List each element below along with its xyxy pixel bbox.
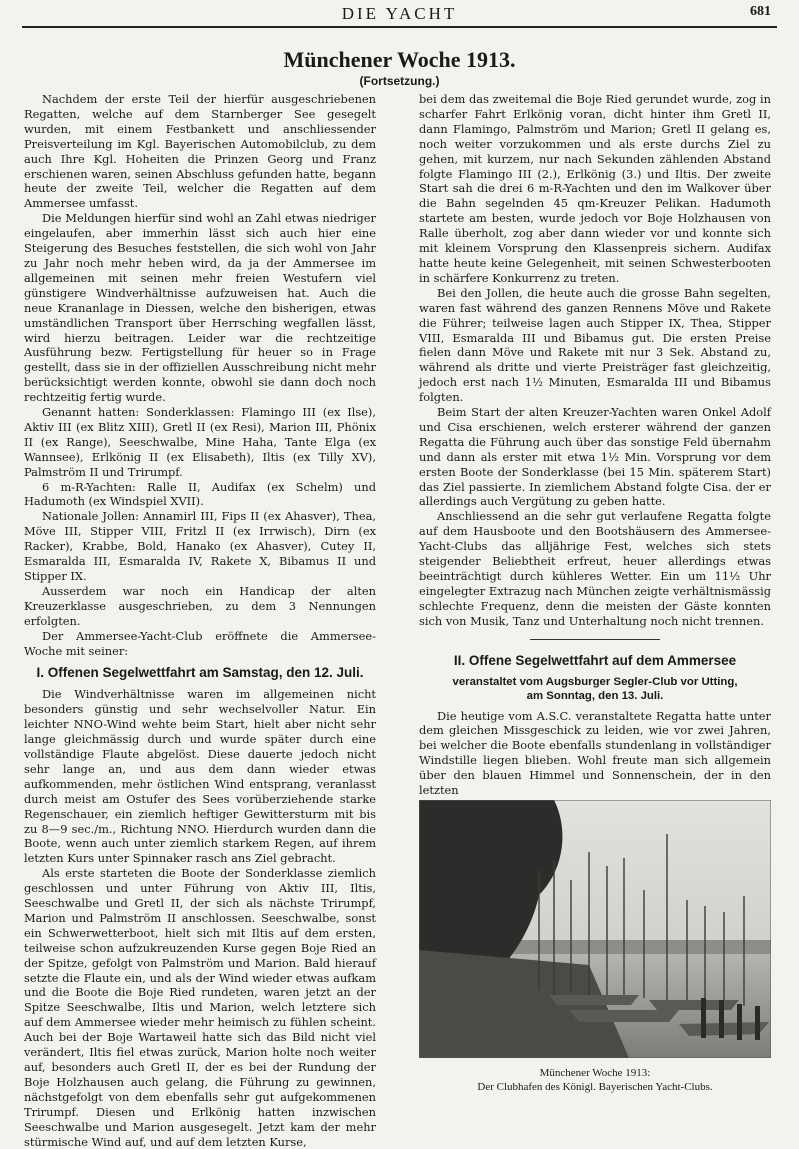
section-subheading-line: am Sonntag, den 13. Juli.	[526, 689, 664, 702]
masthead	[0, 4, 799, 26]
section-subheading-line: veranstaltet vom Augsburger Segler-Club vor Utting,	[452, 675, 738, 688]
paragraph: Nachdem der erste Teil der hierfür ausgeschriebenen Regatten, welche auf dem Starnberger See gesegelt wurden, mit einem Festbankett und anschliessender Preisverteilung im Kgl. Bayerischen Automobilclub, zu dem auch Ihre Kgl. Hoheiten die Prinzen Georg und Franz erschienen waren, seinen Abschluss gefunden hatte, begann heute der zweite Teil, welcher die Regatten auf dem Ammersee umfasst.	[24, 92, 376, 211]
caption-line: Der Clubhafen des Königl. Bayerischen Yacht-Clubs.	[477, 1081, 713, 1093]
paragraph: 6 m-R-Yachten: Ralle II, Audifax (ex Schelm) und Hadumoth (ex Windspiel XVII).	[24, 479, 376, 509]
paragraph: Anschliessend an die sehr gut verlaufene Regatta folgte auf dem Hausboote und den Bootshäusern des Ammersee-Yacht-Clubs das alljährige Fest, welches sich stets steigender Beliebtheit erfreut, heuer allerdings etwas beeinträchtigt durch kühleres Wetter. Ein um 11½ Uhr eingelegter Extrazug nach München zeigte verhältnismässig schlechte Frequenz, denn die meisten der Gäste konnten sich von Musik, Tanz und Unterhaltung noch nicht trennen.	[419, 509, 771, 628]
right-column	[419, 92, 771, 798]
article-title: Münchener Woche 1913.	[283, 47, 516, 72]
paragraph: Die heutige vom A.S.C. veranstaltete Regatta hatte unter dem gleichen Missgeschick zu leiden, wie vor zwei Jahren, bei welcher die Boote ebenfalls stundenlang in vollständiger Windstille liegen blieben. Wohl freute man sich allgemein über den blauen Himmel und Sonnenschein, der in den letzten	[419, 708, 771, 798]
caption-line: Münchener Woche 1913:	[539, 1067, 651, 1079]
paragraph: Als erste starteten die Boote der Sonderklasse ziemlich geschlossen und unter Führung von Aktiv III, Iltis, Seeschwalbe und Gretl II, der sich als nächste Trirumpf, Marion und Palmström II anschlossen. Seeschwalbe, sonst ein Schwerwetterboot, hielt sich mit Iltis auf dem ersten, teilweise schon aufzukreuzenden Kurse gegen Boje Ried an der Spitze, gefolgt von Palmström und Marion. Bald hierauf setzte die Flaute ein, und als der Wind wieder etwas aufkam und die Boote die Boje Ried rundeten, waren jetzt an der Spitze Seeschwalbe, Iltis und Marion, welch letztere sich auf dem Ammersee wieder mehr heimisch zu fühlen scheint. Auch bei der Boje Wartaweil hatte sich das Bild nicht viel verändert, Iltis fiel etwas zurück, Marion holte noch weiter auf, besonders auch Gretl II, der es bei der Rundung der Boje Holzhausen auch gelang, die Führung zu gewinnen, nächstgefolgt von dem ebenfalls sehr gut aufgekommenen Trirumpf. Diesen und Erlkönig hatten inzwischen Seeschwalbe und Marion ausgesegelt. Jetzt kam der mehr stürmische Wind auf, und auf dem letzten Kurse,	[24, 866, 376, 1149]
article-subtitle: (Fortsetzung.)	[359, 74, 440, 88]
photo-caption	[419, 1066, 771, 1094]
section-subheading	[419, 675, 771, 703]
paragraph: bei dem das zweitemal die Boje Ried gerundet wurde, zog in scharfer Fahrt Erlkönig voran, dicht hinter ihm Gretl II, dann Flamingo, Palmström und Marion; Gretl II gelang es, noch weiter vorzukommen und als erste durchs Ziel zu gehen, mit kurzem, nur nach Sekunden zählenden Abstand folgte Flamingo III (2.), Erlkönig (3.) und Iltis. Der zweite Start sah die drei 6 m-R-Yachten und den im Walkover über die Bahn segelnden 45 qm-Kreuzer Pelikan. Hadumoth startete am besten, wurde jedoch vor Boje Holzhausen von Ralle überholt, zog aber dann wieder vor und konnte sich mit kleinem Vorsprung den Klassenpreis sichern. Audifax hatte heute keine Gelegenheit, mit seinen Schwesterbooten in schärfere Konkurrenz zu treten.	[419, 92, 771, 285]
running-title: DIE YACHT	[341, 4, 458, 23]
paragraph: Der Ammersee-Yacht-Club eröffnete die Ammersee-Woche mit seiner:	[24, 628, 376, 658]
paragraph: Genannt hatten: Sonderklassen: Flamingo III (ex Ilse), Aktiv III (ex Blitz XIII), Gretl II (ex Resi), Marion III, Phönix II (ex Range), Seeschwalbe, Mine Haha, Tante Elga (ex Wannsee), Erlkönig II (ex Elisabeth), Iltis (ex Tilly XV), Palmström II und Trirumpf.	[24, 405, 376, 479]
harbor-photo-illustration	[419, 800, 771, 1058]
paragraph: Beim Start der alten Kreuzer-Yachten waren Onkel Adolf und Cisa erschienen, welch ersterer während der ganzen Regatta die Führung auch über das sonstige Feld übernahm und dann als erster mit etwa 1½ Min. Vorsprung vor dem ersten Boote der Sonderklasse (bei 15 Min. späterem Start) das Ziel passierte. In ziemlichem Abstand folgte Cisa. der er allerdings auch Vergütung zu geben hatte.	[419, 405, 771, 509]
page-number: 681	[750, 4, 771, 19]
paragraph: Die Windverhältnisse waren im allgemeinen nicht besonders günstig und sehr wechselvoller Natur. Ein leichter NNO-Wind wehte beim Start, hielt aber nicht sehr lange gleichmässig durch und wurde später durch eine vollständige Flaute abgelöst. Diese dauerte jedoch nicht sehr lange an, und aus dem dann wieder etwas aufkommenden, mehr östlichen Wind entsprang, veranlasst durch meist am Ostufer des Sees vorüberziehende starke Regenschauer, ein ziemlich heftiger Gewittersturm mit bis zu 8—9 sec./m., Richtung NNO. Hierdurch wurden dann die Boote, wenn auch unter ziemlich starkem Regen, auf ihrem letzten Kurs unter Spinnaker rasch ans Ziel gebracht.	[24, 687, 376, 866]
left-column	[24, 92, 376, 1149]
section-heading: I. Offenen Segelwettfahrt am Samstag, den 12. Juli.	[36, 665, 364, 681]
harbor-photo	[419, 800, 771, 1058]
paragraph: Ausserdem war noch ein Handicap der alten Kreuzerklasse ausgeschrieben, zu dem 3 Nennungen erfolgten.	[24, 583, 376, 628]
paragraph: Bei den Jollen, die heute auch die grosse Bahn segelten, waren fast während des ganzen Rennens Möve und Rakete die Führer; teilweise lagen auch Stipper IX, Thea, Stipper VIII, Esmaralda III und Bibamus gut. Die ersten Preise fielen dann Möve und Rakete mit nur 3 Sek. Abstand zu, während als dritte und vierte Preisträger fast gleichzeitig, jedoch erst nach 1½ Minuten, Esmaralda III und Bibamus folgten.	[419, 285, 771, 405]
section-divider	[530, 639, 660, 640]
header-rule	[22, 26, 777, 28]
paragraph: Die Meldungen hierfür sind wohl an Zahl etwas niedriger eingelaufen, aber immerhin lässt sich auch hier eine Steigerung des Besuches feststellen, die sich wohl von Jahr zu Jahr noch mehr heben wird, da ja der Ammersee im allgemeinen mit seinen mehr freien Westufern viel günstigere Windverhältnisse aufzuweisen hat. Auch die neue Krananlage in Diessen, welche den bisherigen, etwas umständlichen Transport über Herrsching wegfallen lässt, wird hierzu beitragen. Leider war die rechtzeitige Ausführung bezw. Fertigstellung für heuer so in Frage gestellt, dass sie in der offiziellen Ausschreibung nicht mehr berücksichtigt werden konnte, obwohl sie dann doch noch rechtzeitig fertig wurde.	[24, 211, 376, 405]
section-heading: II. Offene Segelwettfahrt auf dem Ammersee	[453, 652, 737, 668]
paragraph: Nationale Jollen: Annamirl III, Fips II (ex Ahasver), Thea, Möve III, Stipper VIII, Fritzl II (ex Irrwisch), Dirn (ex Racker), Krabbe, Bold, Hanako (ex Ahasver), Cutey II, Esmaralda III, Esmaralda IV, Rakete X, Bibamus II und Stipper IX.	[24, 509, 376, 583]
